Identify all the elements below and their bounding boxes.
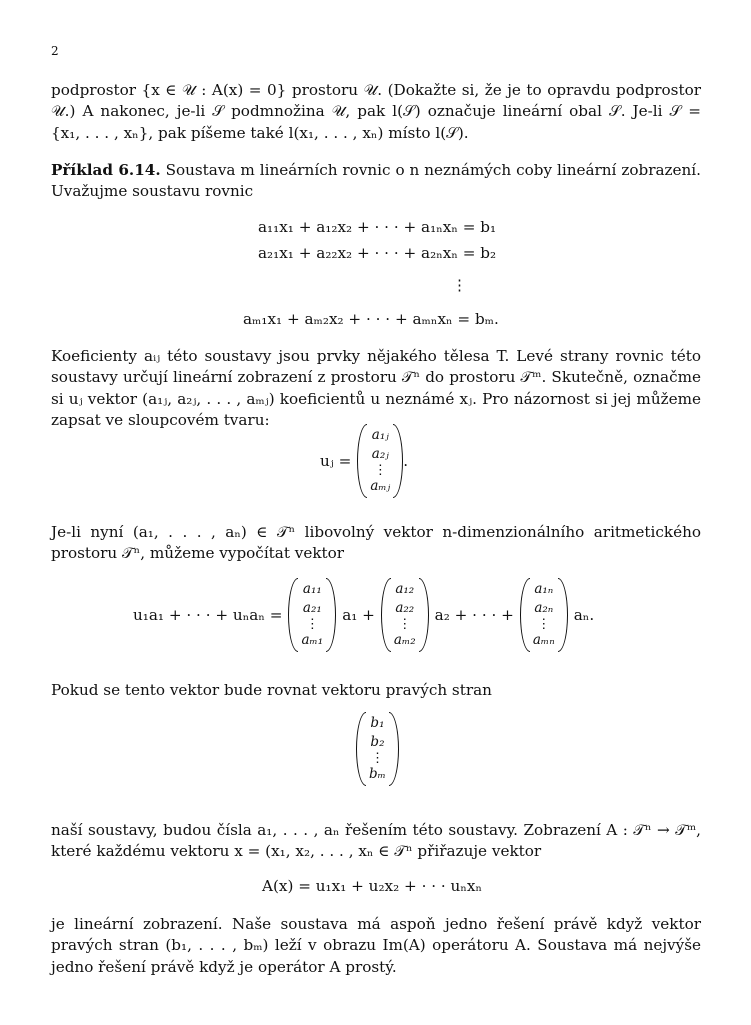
lincomb-lhs: u₁a₁ + · · · + uₙaₙ =	[133, 606, 283, 624]
equation-vdots: ⋮	[452, 276, 468, 294]
vector-vdots: ⋮	[537, 616, 551, 632]
uj-end: .	[403, 452, 409, 470]
conclusion-paragraph: je lineární zobrazení. Naše soustava má aspoň jedno řešení právě když vektor pravých stran (b₁, . . . , bₘ) leží v obrazu Im(A) operátoru A. Soustava má nejvýše jedno řešení právě když je operátor A prostý.	[51, 915, 701, 976]
linear-combination-display	[133, 578, 594, 652]
example-paragraph	[51, 160, 701, 203]
uj-lhs: uⱼ =	[320, 452, 352, 470]
vector-entry: aₘ₂	[393, 632, 416, 648]
vector-entry: b₁	[370, 715, 385, 731]
vector-entry: a₁₁	[302, 581, 322, 597]
coefficients-paragraph: Koeficienty aᵢⱼ této soustavy jsou prvky nějakého tělesa T. Levé strany rovnic této soustavy určují lineární zobrazení z prostoru 𝒯ⁿ do prostoru 𝒯ᵐ. Skutečně, označme si uⱼ vektor (a₁ⱼ, a₂ⱼ, . . . , aₘⱼ) koeficientů u neznámé xⱼ. Pro názornost si jej můžeme zapsat ve sloupcovém tvaru:	[51, 347, 701, 429]
vector-entry: aₘₙ	[532, 632, 555, 648]
vector-vdots: ⋮	[370, 750, 385, 766]
vector-entry: a₂₁	[302, 600, 322, 616]
vector-entry: a₂₂	[395, 600, 415, 616]
vector-paragraph: Je-li nyní (a₁, . . . , aₙ) ∈ 𝒯ⁿ libovolný vektor n-dimenzionálního aritmetického prostoru 𝒯ⁿ, můžeme vypočítat vektor	[51, 523, 701, 563]
uj-display	[320, 424, 408, 498]
vector-entry: aₘⱼ	[370, 478, 391, 494]
rhs-paragraph: Pokud se tento vektor bude rovnat vektoru pravých stran	[51, 681, 492, 699]
vector-entry: b₂	[370, 734, 385, 750]
vector-entry: bₘ	[369, 766, 386, 782]
column-vector-1	[288, 578, 336, 652]
vector-entry: a₂ₙ	[534, 600, 554, 616]
column-vector-2	[381, 578, 429, 652]
equation-line: a₂₁x₁ + a₂₂x₂ + · · · + a₂ₙxₙ = b₂	[258, 244, 497, 262]
uj-column-vector	[357, 424, 403, 498]
vector-vdots: ⋮	[373, 462, 388, 478]
vector-entry: a₂ⱼ	[371, 446, 389, 462]
example-label: Příklad 6.14.	[51, 161, 161, 179]
column-vector-3	[520, 578, 568, 652]
lincomb-term: a₂ + · · · +	[434, 606, 514, 624]
vector-entry: a₁ₙ	[534, 581, 554, 597]
vector-entry: aₘ₁	[301, 632, 324, 648]
vector-entry: a₁₂	[395, 581, 415, 597]
b-vector-display	[356, 712, 399, 786]
vector-vdots: ⋮	[305, 616, 320, 632]
vector-vdots: ⋮	[398, 616, 412, 632]
solution-paragraph: naší soustavy, budou čísla a₁, . . . , aₙ řešením této soustavy. Zobrazení A : 𝒯ⁿ → 𝒯ᵐ, které každému vektoru x = (x₁, x₂, . . . , xₙ ∈ 𝒯ⁿ přiřazuje vektor	[51, 821, 701, 861]
b-column-vector	[356, 712, 399, 786]
page-number: 2	[51, 44, 59, 58]
intro-paragraph: podprostor {x ∈ 𝒰 : A(x) = 0} prostoru 𝒰. (Dokažte si, že je to opravdu podprostor 𝒰.) A nakonec, je-li 𝒮 podmnožina 𝒰, pak l(𝒮) označuje lineární obal 𝒮. Je-li 𝒮 = {x₁, . . . , xₙ}, pak píšeme také l(x₁, . . . , xₙ) místo l(𝒮).	[51, 81, 701, 142]
vector-entry: a₁ⱼ	[371, 427, 389, 443]
example-text: Soustava m lineárních rovnic o n neznámých coby lineární zobrazení. Uvažujme soustavu rovnic	[51, 161, 701, 201]
map-display: A(x) = u₁x₁ + u₂x₂ + · · · uₙxₙ	[262, 877, 483, 895]
equation-line: aₘ₁x₁ + aₘ₂x₂ + · · · + aₘₙxₙ = bₘ.	[243, 310, 499, 328]
lincomb-term: a₁ +	[342, 606, 375, 624]
equation-line: a₁₁x₁ + a₁₂x₂ + · · · + a₁ₙxₙ = b₁	[258, 218, 497, 236]
lincomb-term: aₙ.	[573, 606, 595, 624]
